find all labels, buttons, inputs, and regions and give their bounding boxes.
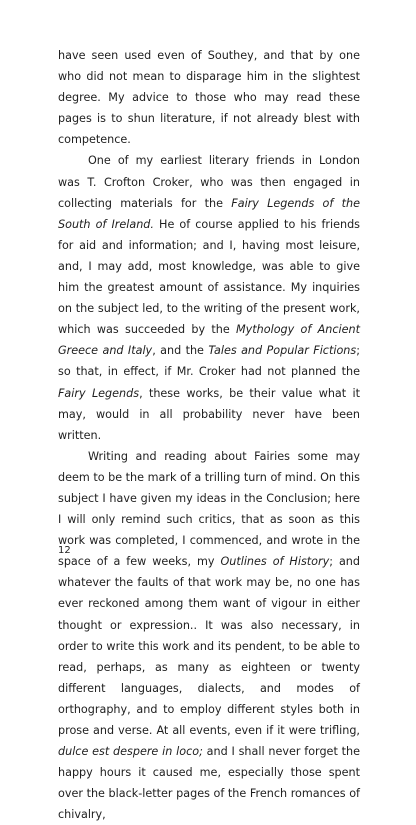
book-title: Fairy Legends of the South of Ireland. xyxy=(58,196,360,231)
book-title: Mythology of Ancient Greece and Italy xyxy=(58,323,360,358)
book-title: Tales and Popular Fictions xyxy=(208,344,357,358)
book-title: Outlines of History xyxy=(220,555,330,569)
paragraph xyxy=(58,150,360,445)
body-text xyxy=(58,45,360,825)
text-run: , these works, be their value what it may, would in all probability never have been written. xyxy=(58,386,360,442)
text-run: One of my earliest literary friends in London was T. Crofton Croker, who was then engaged in collecting materials for the xyxy=(58,154,360,210)
text-run: have seen used even of Southey, and that by one who did not mean to disparage him in the slightest degree. My advice to those who may read these pages is to shun literature, if not already blest with competence. xyxy=(58,49,360,147)
text-run: , and the xyxy=(152,344,209,358)
text-run: Writing and reading about Fairies some may deem to be the mark of a trilling turn of mind. On this subject I have given my ideas in the Conclusion; here I will only remind such critics, that as soon as this work was completed, I commenced, and wrote in the space of a few weeks, my xyxy=(58,449,360,569)
book-title: Fairy Legends xyxy=(58,386,140,400)
text-run: ; and whatever the faults of that work may be, no one has ever reckoned among them want of vigour in either thought or expression.. It was also necessary, in order to write this work and its pendent, to be able to read, perhaps, as many as eighteen or twenty different languages, dialects, and modes of orthography, and to employ different styles both in prose and verse. At all events, even if it were trifling, xyxy=(58,555,361,737)
paragraph xyxy=(58,446,360,825)
page-number: 12 xyxy=(58,545,71,556)
paragraph xyxy=(58,45,360,150)
text-run: ; so that, in effect, if Mr. Croker had not planned the xyxy=(58,344,360,379)
text-run: and I shall never forget the happy hours it caused me, especially those spent over the black-letter pages of the French romances of chivalry, xyxy=(58,745,360,822)
text-run: He of course applied to his friends for aid and information; and I, having most leisure, and, I may add, most knowledge, was able to give him the greatest amount of assistance. My inquiries on the subject led, to the writing of the present work, which was succeeded by the xyxy=(58,217,361,337)
latin-phrase: dulce est despere in loco; xyxy=(58,745,203,759)
